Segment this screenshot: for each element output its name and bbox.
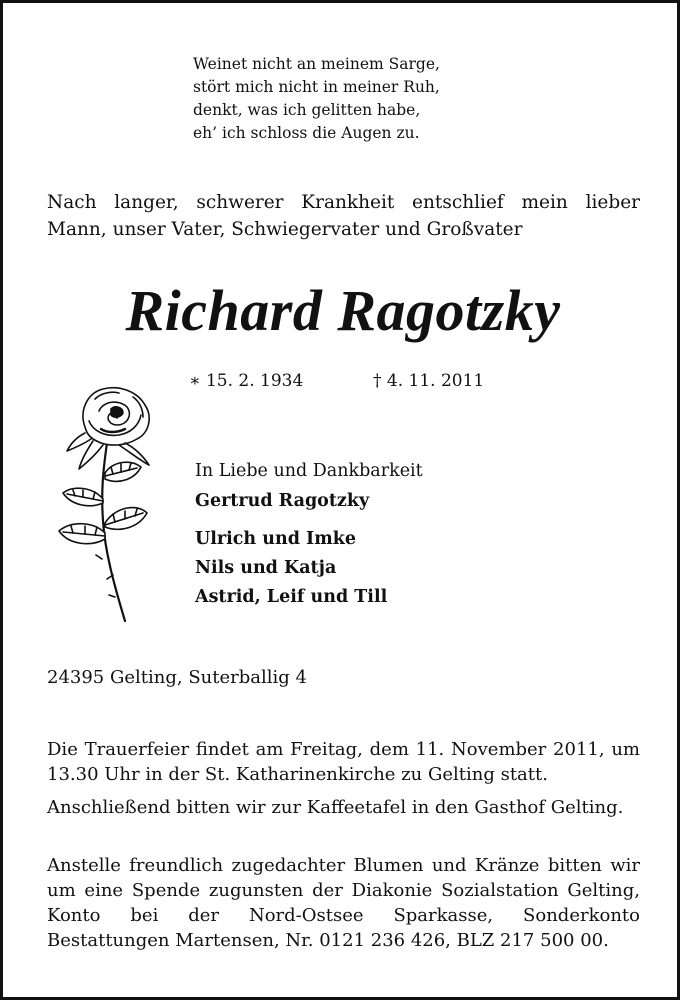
spouse-name: Gertrud Ragotzky: [195, 491, 370, 511]
memorial-poem: [193, 53, 440, 145]
donation-info: Anstelle freundlich zugedachter Blumen und Kränze bitten wir um eine Spende zugunsten der Diakonie Sozialstation Gelting, Konto bei der Nord-Ostsee Sparkasse, Sonderkonto Bestattungen Martensen, Nr. 0121 236 426, BLZ 217 500 00.: [47, 855, 640, 951]
poem-line: denkt, was ich gelitten habe,: [193, 101, 421, 119]
family-member: Astrid, Leif und Till: [195, 587, 388, 607]
deceased-name: Richard Ragotzky: [125, 278, 561, 343]
death-date: † 4. 11. 2011: [373, 371, 485, 391]
poem-line: Weinet nicht an meinem Sarge,: [193, 55, 440, 73]
mourners-list: [195, 457, 423, 612]
dedication-line: In Liebe und Dankbarkeit: [195, 461, 423, 481]
poem-line: eh’ ich schloss die Augen zu.: [193, 124, 420, 142]
funeral-service-info: Die Trauerfeier findet am Freitag, dem 11. November 2011, um 13.30 Uhr in der St. Katharinenkirche zu Gelting statt.: [47, 739, 640, 785]
announcement-line: Mann, unser Vater, Schwiegervater und Großvater: [47, 219, 523, 240]
family-address: 24395 Gelting, Suterballig 4: [47, 667, 307, 688]
announcement-text: [47, 189, 640, 243]
poem-line: stört mich nicht in meiner Ruh,: [193, 78, 440, 96]
reception-info: Anschließend bitten wir zur Kaffeetafel in den Gasthof Gelting.: [47, 797, 624, 818]
family-member: Nils und Katja: [195, 558, 337, 578]
family-member: Ulrich und Imke: [195, 529, 356, 549]
announcement-line: Nach langer, schwerer Krankheit entschlief mein lieber: [47, 192, 640, 213]
rose-icon: [41, 381, 163, 629]
birth-date: ∗ 15. 2. 1934: [189, 371, 304, 391]
